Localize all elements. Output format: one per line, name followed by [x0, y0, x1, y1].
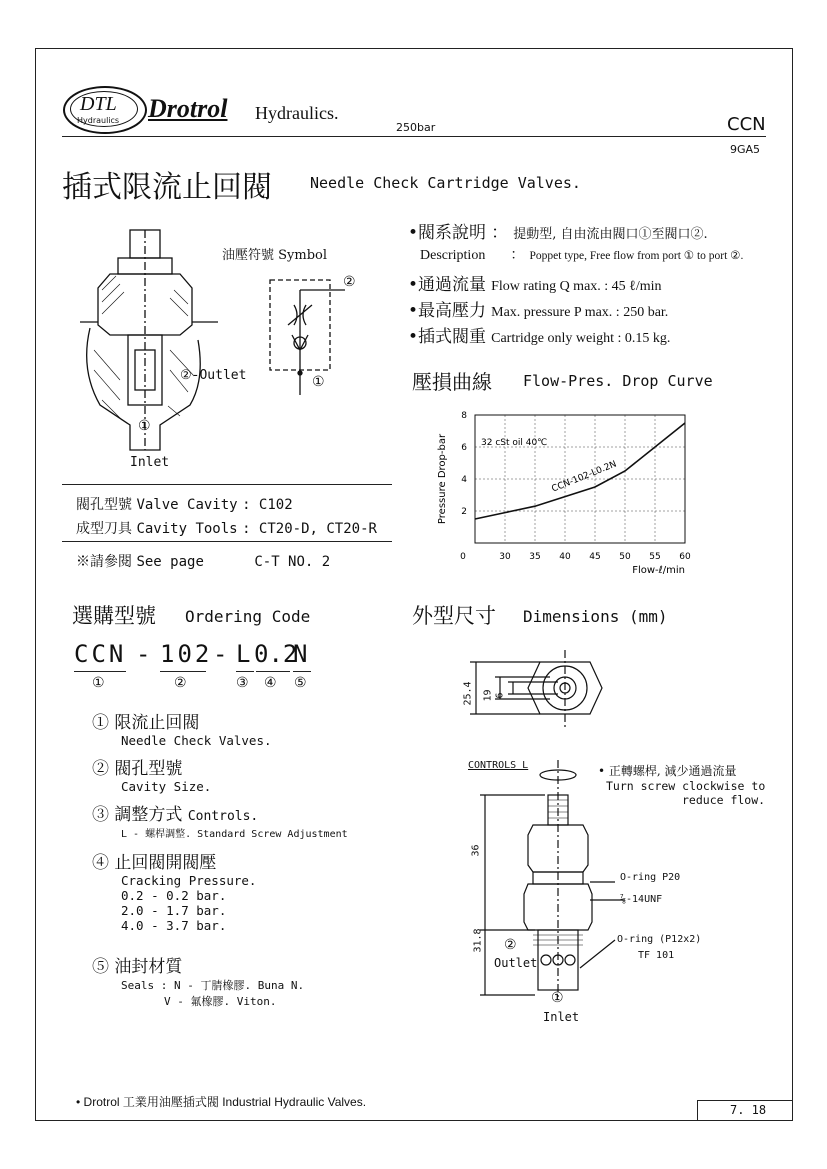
chart-y-label: Pressure Drop-bar — [437, 433, 448, 525]
chart-x-tick: 60 — [679, 552, 691, 562]
logo-text: DTL — [80, 93, 117, 115]
chart-title-en: Flow-Pres. Drop Curve — [523, 372, 713, 390]
chart-x-tick: 45 — [589, 552, 601, 562]
flow-pressure-chart — [430, 405, 695, 585]
code-num-2: ② — [174, 675, 187, 691]
chart-y-tick: 2 — [461, 507, 467, 517]
cavity-cn: 閥孔型號 — [76, 497, 132, 513]
chart-annotation: 32 cSt oil 40℃ — [481, 438, 548, 448]
cavity-cn: ※請參閱 — [76, 554, 132, 570]
cavity-val: : C102 — [242, 497, 293, 513]
chart-x-tick: 40 — [559, 552, 571, 562]
spec-value: Max. pressure P max. : 250 bar. — [491, 305, 669, 320]
item-line: V - 氟橡膠. Viton. — [164, 995, 277, 1008]
spec-label: •插式閥重 — [408, 327, 487, 347]
code-underline-3 — [236, 671, 254, 672]
ordering-item-1: ① 限流止回閥 Needle Check Valves. — [92, 713, 272, 748]
code-underline-1 — [74, 671, 126, 672]
chart-y-tick: 6 — [461, 443, 467, 453]
chart-x-tick: 55 — [649, 552, 661, 562]
spec-label: •閥系說明 — [408, 223, 487, 243]
chart-y-tick: 8 — [461, 411, 467, 421]
code-dash-2: - — [213, 640, 231, 668]
header-rule — [62, 136, 766, 137]
pressure-rating: 250bar — [396, 121, 436, 134]
oring-p20: O-ring P20 — [620, 872, 681, 883]
chart-x-label: Flow-ℓ/min — [632, 565, 685, 576]
code-num-3: ③ — [236, 675, 249, 691]
chart-x-tick: 0 — [460, 552, 466, 562]
chart-x-tick: 30 — [499, 552, 511, 562]
cavity-en: Cavity Tools — [136, 521, 238, 537]
dimensions-title-cn: 外型尺寸 — [412, 604, 496, 628]
adjust-note-en-1: Turn screw clockwise to — [606, 779, 766, 793]
adjust-note-cn: • 正轉螺桿, 減少通過流量 — [598, 764, 737, 778]
code-num-5: ⑤ — [294, 675, 307, 691]
logo-sub: Hydraulics — [77, 116, 120, 125]
spec-colon: ： — [510, 248, 525, 263]
ordering-item-5: ⑤ 油封材質 Seals : N - 丁腈橡膠. Buna N. V - 氟橡膠. Viton. — [92, 957, 305, 1008]
chart-x-tick: 50 — [619, 552, 631, 562]
spec-value: Poppet type, Free flow from port ① to port ②. — [529, 250, 744, 262]
dim-inlet-label: Inlet — [543, 1010, 580, 1024]
spec-row — [408, 270, 788, 296]
controls-label: CONTROLS L — [468, 760, 529, 771]
adjust-note-en-2: reduce flow. — [682, 793, 766, 807]
spec-value: 提動型, 自由流由閥口①至閥口②. — [513, 227, 708, 242]
title-en: Needle Check Cartridge Valves. — [310, 174, 581, 192]
spec-value: Flow rating Q max. : 45 ℓ/min — [491, 279, 662, 294]
dim-25-4: 25.4 — [462, 681, 474, 706]
item-title: 調整方式 — [114, 805, 183, 825]
spec-list — [408, 218, 788, 348]
cavity-rule-bottom — [62, 541, 392, 542]
code-underline-5 — [293, 671, 311, 672]
item-line: L - 螺桿調整. Standard Screw Adjustment — [121, 829, 348, 840]
spec-label: •最高壓力 — [408, 301, 487, 321]
item-title: 止回閥開閥壓 — [114, 853, 217, 873]
code-part-3: L — [236, 640, 254, 668]
model-code: CCN — [727, 114, 766, 135]
code-underline-2 — [160, 671, 206, 672]
ordering-item-2: ② 閥孔型號 Cavity Size. — [92, 759, 212, 794]
cavity-cn: 成型刀具 — [76, 521, 132, 537]
ordering-item-4: ④ 止回閥開閥壓 Cracking Pressure. 0.2 - 0.2 bar. 2.0 - 1.7 bar. 4.0 - 3.7 bar. — [92, 853, 257, 933]
doc-code: 9GA5 — [730, 143, 761, 156]
symbol-label: 油壓符號 Symbol — [222, 248, 328, 263]
brand-name: Drotrol — [148, 94, 228, 123]
spec-row — [408, 244, 788, 270]
footer-text: • Drotrol 工業用油壓插式閥 Industrial Hydraulic Valves. — [76, 1095, 367, 1109]
cavity-row-1 — [76, 494, 293, 514]
spec-row — [408, 296, 788, 322]
cavity-en: Valve Cavity — [136, 497, 238, 513]
code-part-1: CCN — [74, 640, 127, 668]
dim-36: 36 — [470, 844, 482, 857]
dim-19: 19 — [482, 689, 494, 702]
code-dash-1: - — [136, 640, 154, 668]
symbol-port2: ② — [343, 274, 356, 290]
item-line: 2.0 - 1.7 bar. — [121, 903, 227, 918]
code-num-1: ① — [92, 675, 105, 691]
item-line: Cracking Pressure. — [121, 873, 257, 888]
cavity-row-3 — [76, 551, 330, 571]
item-line: Needle Check Valves. — [121, 733, 272, 748]
item-line: 0.2 - 0.2 bar. — [121, 888, 227, 903]
code-part-5: N — [293, 640, 311, 668]
item-title: 油封材質 — [114, 957, 183, 977]
chart-x-tick: 35 — [529, 552, 541, 562]
ordering-title-cn: 選購型號 — [72, 604, 156, 628]
outlet-label: ②-Outlet — [180, 368, 247, 383]
item-line: Cavity Size. — [121, 779, 212, 794]
inlet-num: ① — [138, 418, 151, 434]
spec-row — [408, 322, 788, 348]
spec-value: Cartridge only weight : 0.15 kg. — [491, 331, 671, 346]
dim-6: 6 — [494, 692, 506, 699]
chart-series-label: CCN-102-L0.2N — [550, 459, 619, 495]
code-part-4: 0.2 — [254, 640, 298, 668]
spec-colon: ： — [491, 223, 509, 243]
cavity-rule-top — [62, 484, 392, 485]
cavity-val: C-T NO. 2 — [254, 554, 331, 570]
dim-31-8: 31.8 — [472, 928, 484, 953]
brand-suffix: Hydraulics. — [255, 103, 339, 123]
spec-row — [408, 218, 788, 244]
item-title: 限流止回閥 — [114, 713, 200, 733]
cavity-en: See page — [136, 554, 204, 570]
spec-label: Description — [420, 248, 486, 263]
symbol-port1: ① — [312, 374, 325, 390]
dim-outlet-num: ② — [504, 937, 517, 953]
ordering-item-3: ③ 調整方式 Controls. L - 螺桿調整. Standard Screw Adjustment — [92, 805, 348, 840]
chart-title-cn: 壓損曲線 — [412, 370, 492, 394]
title-cn: 插式限流止回閥 — [62, 170, 272, 205]
chart-y-tick: 4 — [461, 475, 467, 485]
dim-inlet-num: ① — [551, 990, 564, 1006]
code-num-4: ④ — [264, 675, 277, 691]
code-part-2: 102 — [160, 640, 213, 668]
oring-p12: O-ring (P12x2) — [617, 934, 702, 945]
page-number: 7. 18 — [730, 1103, 767, 1117]
item-line: 4.0 - 3.7 bar. — [121, 918, 227, 933]
item-title-en: Controls. — [187, 809, 259, 824]
item-title: 閥孔型號 — [114, 759, 183, 779]
dimensions-title-en: Dimensions (mm) — [523, 607, 668, 626]
thread-spec: ⅞-14UNF — [620, 894, 663, 905]
ordering-title-en: Ordering Code — [185, 607, 311, 626]
cavity-val: : CT20-D, CT20-R — [242, 521, 377, 537]
dim-outlet-label: Outlet — [494, 956, 538, 970]
spec-label: •通過流量 — [408, 275, 487, 295]
code-underline-4 — [256, 671, 290, 672]
cavity-row-2 — [76, 518, 377, 538]
item-line: Seals : N - 丁腈橡膠. Buna N. — [121, 979, 305, 992]
tf-101: TF 101 — [638, 950, 675, 961]
inlet-label: Inlet — [130, 455, 170, 470]
